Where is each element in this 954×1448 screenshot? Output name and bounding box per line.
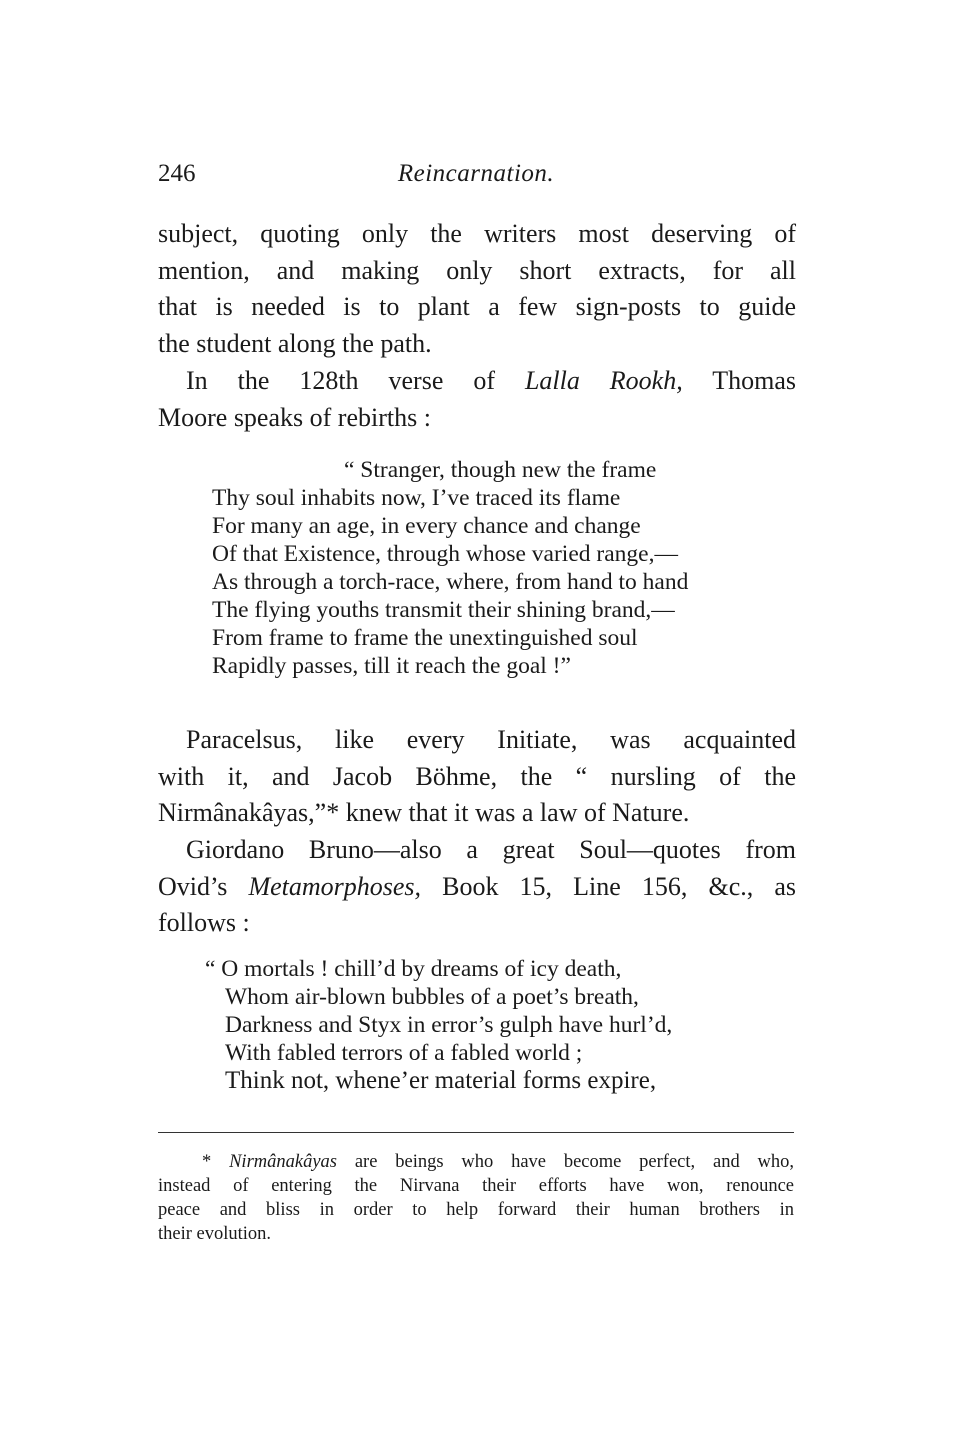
verse-line: “ O mortals ! chill’d by dreams of icy death, bbox=[205, 956, 622, 982]
verse-quotation-ovid bbox=[205, 955, 672, 1095]
footnote bbox=[158, 1150, 794, 1246]
text-line: Paracelsus, like every Initiate, was acquainted bbox=[186, 725, 796, 754]
text-line: the student along the path. bbox=[158, 328, 432, 358]
footnote-line: * Nirmânakâyas are beings who have become perfect, and who, bbox=[202, 1152, 795, 1172]
verse-line: Whom air-blown bubbles of a poet’s breath, bbox=[225, 984, 639, 1010]
verse-line: As through a torch-race, where, from hand to hand bbox=[212, 569, 689, 595]
page-number: 246 bbox=[158, 160, 196, 187]
verse-line: Think not, whene’er material forms expire, bbox=[225, 1067, 657, 1094]
book-title-italic: Metamorphoses, bbox=[248, 871, 422, 901]
verse-line: For many an age, in every chance and change bbox=[212, 513, 641, 539]
text-line: Ovid’s Metamorphoses, Book 15, Line 156, &c., as bbox=[158, 871, 796, 901]
text-line: subject, quoting only the writers most deserving of bbox=[158, 219, 796, 248]
page-header bbox=[158, 160, 794, 194]
verse-line: With fabled terrors of a fabled world ; bbox=[225, 1040, 583, 1066]
footnote-line: their evolution. bbox=[158, 1224, 272, 1244]
verse-line: The flying youths transmit their shining brand,— bbox=[212, 597, 675, 623]
text-line: Giordano Bruno—also a great Soul—quotes from bbox=[186, 835, 796, 864]
verse-line: Of that Existence, through whose varied range,— bbox=[212, 541, 678, 567]
text-line: with it, and Jacob Böhme, the “ nursling of the bbox=[158, 761, 796, 791]
paragraph-paracelsus bbox=[158, 722, 796, 832]
text-line: mention, and making only short extracts, for all bbox=[158, 255, 796, 285]
verse-line: Rapidly passes, till it reach the goal !” bbox=[212, 653, 571, 679]
verse-line: Darkness and Styx in error’s gulph have hurl’d, bbox=[225, 1012, 673, 1038]
book-title-italic: Lalla Rookh, bbox=[524, 366, 683, 395]
footnote-line: peace and bliss in order to help forward their human brothers in bbox=[158, 1200, 794, 1220]
footnote-term: Nirmânakâyas bbox=[229, 1152, 338, 1172]
verse-line: From frame to frame the unextinguished soul bbox=[212, 625, 638, 651]
footnote-divider bbox=[158, 1132, 794, 1133]
text-line: Moore speaks of rebirths : bbox=[158, 402, 431, 432]
footnote-marker: * bbox=[202, 1152, 230, 1172]
footnote-line: instead of entering the Nirvana their efforts have won, renounce bbox=[158, 1176, 794, 1196]
verse-line: Thy soul inhabits now, I’ve traced its flame bbox=[212, 485, 621, 511]
text-line: Nirmânakâyas,”* knew that it was a law of Nature. bbox=[158, 798, 690, 827]
paragraph-giordano-bruno bbox=[158, 832, 796, 942]
text-line: that is needed is to plant a few sign-posts to guide bbox=[158, 292, 796, 321]
text-line: follows : bbox=[158, 908, 250, 937]
paragraph-continuation bbox=[158, 216, 796, 362]
running-title: Reincarnation. bbox=[397, 160, 555, 187]
paragraph-lalla-rookh bbox=[158, 363, 796, 436]
verse-quotation-moore bbox=[212, 456, 688, 680]
verse-line: “ Stranger, though new the frame bbox=[344, 457, 657, 483]
text-line: In the 128th verse of Lalla Rookh, Thomas bbox=[186, 366, 796, 395]
